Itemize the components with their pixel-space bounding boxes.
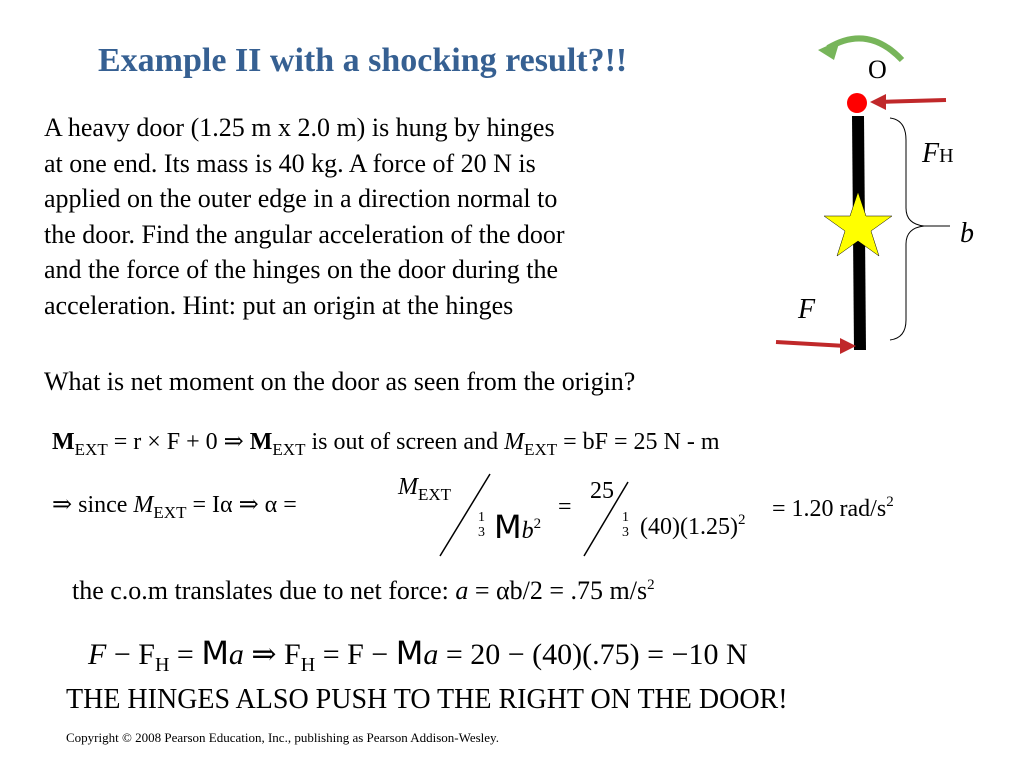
moment-symbol: M (398, 474, 418, 500)
fraction-slash (584, 482, 628, 556)
fh-subscript: H (939, 145, 954, 167)
b-label: b (960, 218, 974, 249)
applied-arrowhead-icon (840, 338, 856, 354)
exponent: 2 (886, 494, 894, 510)
h-subscript: H (154, 654, 170, 676)
length-brace (890, 118, 924, 340)
moment-symbol: M (249, 429, 273, 455)
problem-line: applied on the outer edge in a direction normal to (44, 184, 558, 213)
slide-title: Example II with a shocking result?!! (98, 42, 628, 79)
mass-symbol: M (395, 634, 424, 672)
cross-product: = r × F + 0 ⇒ (113, 429, 244, 455)
hinge-force-arrow (878, 100, 946, 102)
moment-symbol: M (133, 492, 154, 518)
ext-subscript: EXT (418, 485, 452, 504)
implies-f: ⇒ F (251, 638, 301, 671)
direction-text: is out of screen and (311, 429, 499, 455)
hinge-arrowhead-icon (870, 94, 886, 110)
door-diagram (760, 20, 1000, 360)
origin-label: O (868, 55, 887, 84)
frac-three: 3 (622, 525, 629, 540)
hinge-dot-icon (847, 93, 867, 113)
ext-subscript: EXT (524, 440, 558, 459)
conclusion-text: THE HINGES ALSO PUSH TO THE RIGHT ON THE DOOR! (66, 684, 788, 715)
question-text: What is net moment on the door as seen from the origin? (44, 367, 636, 396)
fraction-slash (440, 474, 490, 556)
hinge-force-equation (88, 634, 748, 677)
frac-one: 1 (622, 510, 629, 525)
alpha-value: = 1.20 rad/s (772, 496, 887, 522)
copyright-notice: Copyright © 2008 Pearson Education, Inc., publishing as Pearson Addison-Wesley. (66, 730, 499, 745)
com-translation-line (72, 576, 655, 606)
applied-force-arrow (776, 342, 846, 346)
ext-subscript: EXT (272, 440, 306, 459)
h-subscript: H (300, 654, 316, 676)
since-text: ⇒ since (52, 492, 128, 518)
rotation-arrowhead-icon (818, 40, 840, 60)
ext-subscript: EXT (153, 503, 187, 522)
problem-line: the door. Find the angular acceleration of the door (44, 219, 565, 249)
equals-f-minus: = F − (322, 638, 389, 671)
exponent: 2 (533, 516, 542, 532)
a-symbol: a (228, 638, 244, 671)
fh-symbol: F (922, 138, 940, 169)
alpha-definition: = Iα ⇒ α = (192, 492, 297, 518)
problem-line: acceleration. Hint: put an origin at the hinges (44, 290, 514, 320)
frac-one: 1 (478, 510, 485, 525)
fh-label (921, 138, 954, 169)
a-symbol: a (423, 638, 439, 671)
exponent: 2 (647, 577, 655, 593)
minus-fh: − F (113, 638, 155, 671)
f-label: F (798, 294, 816, 325)
moment-symbol: M (52, 429, 75, 455)
hinge-force-result: = 20 − (40)(.75) = −10 N (445, 638, 748, 671)
equals-sign: = (558, 494, 572, 520)
b-symbol: b (521, 518, 534, 544)
numerator-25: 25 (590, 478, 614, 504)
mass-symbol: M (494, 508, 522, 546)
a-symbol: a (455, 576, 469, 605)
mass-symbol: M (201, 634, 229, 672)
equals-sign: = (176, 638, 194, 671)
com-value: = αb/2 = .75 m/s (474, 576, 648, 605)
problem-line: at one end. Its mass is 40 kg. A force of 20 N is (44, 148, 536, 178)
moment-symbol: M (504, 429, 525, 455)
problem-line: and the force of the hinges on the door during the (44, 255, 559, 284)
exponent: 2 (737, 512, 746, 528)
frac-three: 3 (478, 525, 485, 540)
f-symbol: F (88, 638, 107, 671)
problem-line: A heavy door (1.25 m x 2.0 m) is hung by hinges (44, 113, 555, 142)
com-text: the c.o.m translates due to net force: (72, 576, 449, 605)
ext-subscript: EXT (74, 440, 108, 459)
mass-length-values: (40)(1.25) (640, 514, 738, 540)
moment-value: = bF = 25 N - m (563, 429, 720, 455)
